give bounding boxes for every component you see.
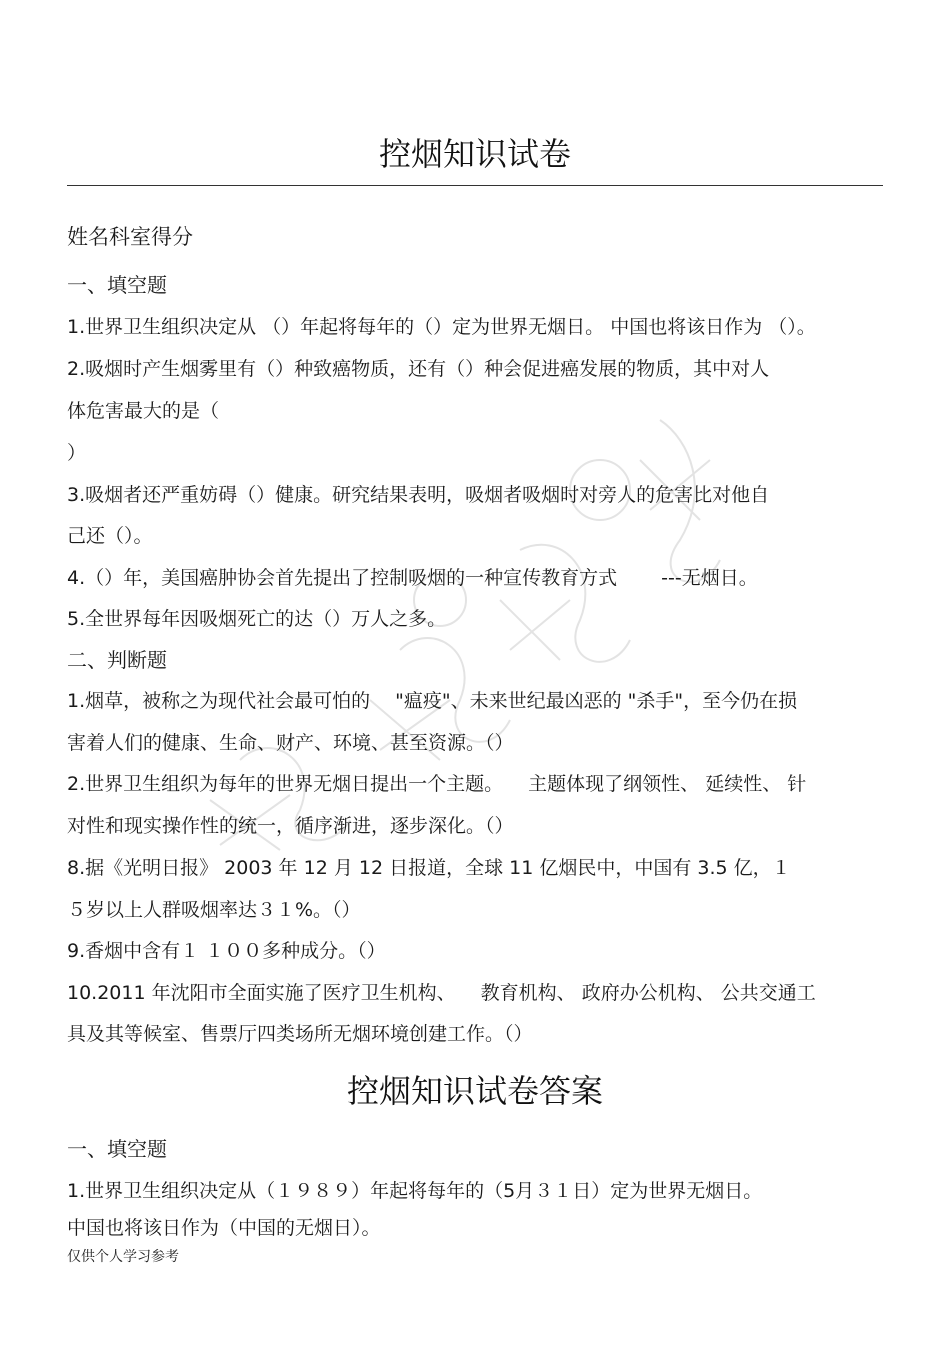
question-3-line-1: 3.吸烟者还严重妨碍（）健康。研究结果表明，吸烟者吸烟时对旁人的危害比对他自 — [67, 484, 770, 506]
judge-10-line-2: 具及其等候室、售票厅四类场所无烟环境创建工作。（） — [67, 1023, 533, 1045]
answer-1-line-1: 1.世界卫生组织决定从（１９８９）年起将每年的（5月３１日）定为世界无烟日。 — [67, 1180, 763, 1202]
section-heading-fill-blank: 一、填空题 — [67, 273, 167, 297]
question-5-line-1: 5.全世界每年因吸烟死亡的达（）万人之多。 — [67, 608, 447, 630]
section-heading-true-false: 二、判断题 — [67, 648, 167, 672]
header-fields: 姓名科室得分 — [67, 225, 193, 249]
answer-1-line-2: 中国也将该日作为（中国的无烟日）。 — [67, 1217, 381, 1239]
answers-section-heading: 一、填空题 — [67, 1137, 167, 1161]
question-2-line-1: 2.吸烟时产生烟雾里有（）种致癌物质，还有（）种会促进癌发展的物质，其中对人 — [67, 358, 770, 380]
judge-2-line-2: 对性和现实操作性的统一，循序渐进，逐步深化。（） — [67, 815, 514, 837]
judge-2-line-1: 2.世界卫生组织为每年的世界无烟日提出一个主题。 主题体现了纲领性、 延续性、 针 — [67, 773, 807, 795]
answers-title: 控烟知识试卷答案 — [346, 1072, 603, 1110]
question-2-line-3: ） — [67, 442, 87, 464]
footer-note: 仅供个人学习参考 — [67, 1249, 179, 1265]
judge-9-line-1: 9.香烟中含有１ １００多种成分。（） — [67, 940, 386, 962]
judge-1-line-2: 害着人们的健康、生命、财产、环境、甚至资源。（） — [67, 732, 514, 754]
question-1-line-1: 1.世界卫生组织决定从 （）年起将每年的（）定为世界无烟日。 中国也将该日作为 （）。 — [67, 316, 816, 338]
judge-10-line-1: 10.2011 年沈阳市全面实施了医疗卫生机构、 教育机构、 政府办公机构、 公共交通工 — [67, 982, 816, 1004]
question-3-line-2: 己还（）。 — [67, 525, 153, 547]
judge-8-line-2: ５岁以上人群吸烟率达３１%。（） — [67, 899, 361, 921]
exam-title: 控烟知识试卷 — [378, 135, 571, 173]
question-4-line-1: 4.（）年，美国癌肿协会首先提出了控制吸烟的一种宣传教育方式 ---无烟日。 — [67, 567, 758, 589]
judge-8-line-1: 8.据《光明日报》 2003 年 12 月 12 日报道，全球 11 亿烟民中，中国有 3.5 亿，１ — [67, 857, 791, 879]
title-divider — [67, 185, 883, 186]
question-2-line-2: 体危害最大的是（ — [67, 400, 220, 422]
judge-1-line-1: 1.烟草，被称之为现代社会最可怕的 "瘟疫"、未来世纪最凶恶的 "杀手"，至今仍在损 — [67, 690, 798, 712]
